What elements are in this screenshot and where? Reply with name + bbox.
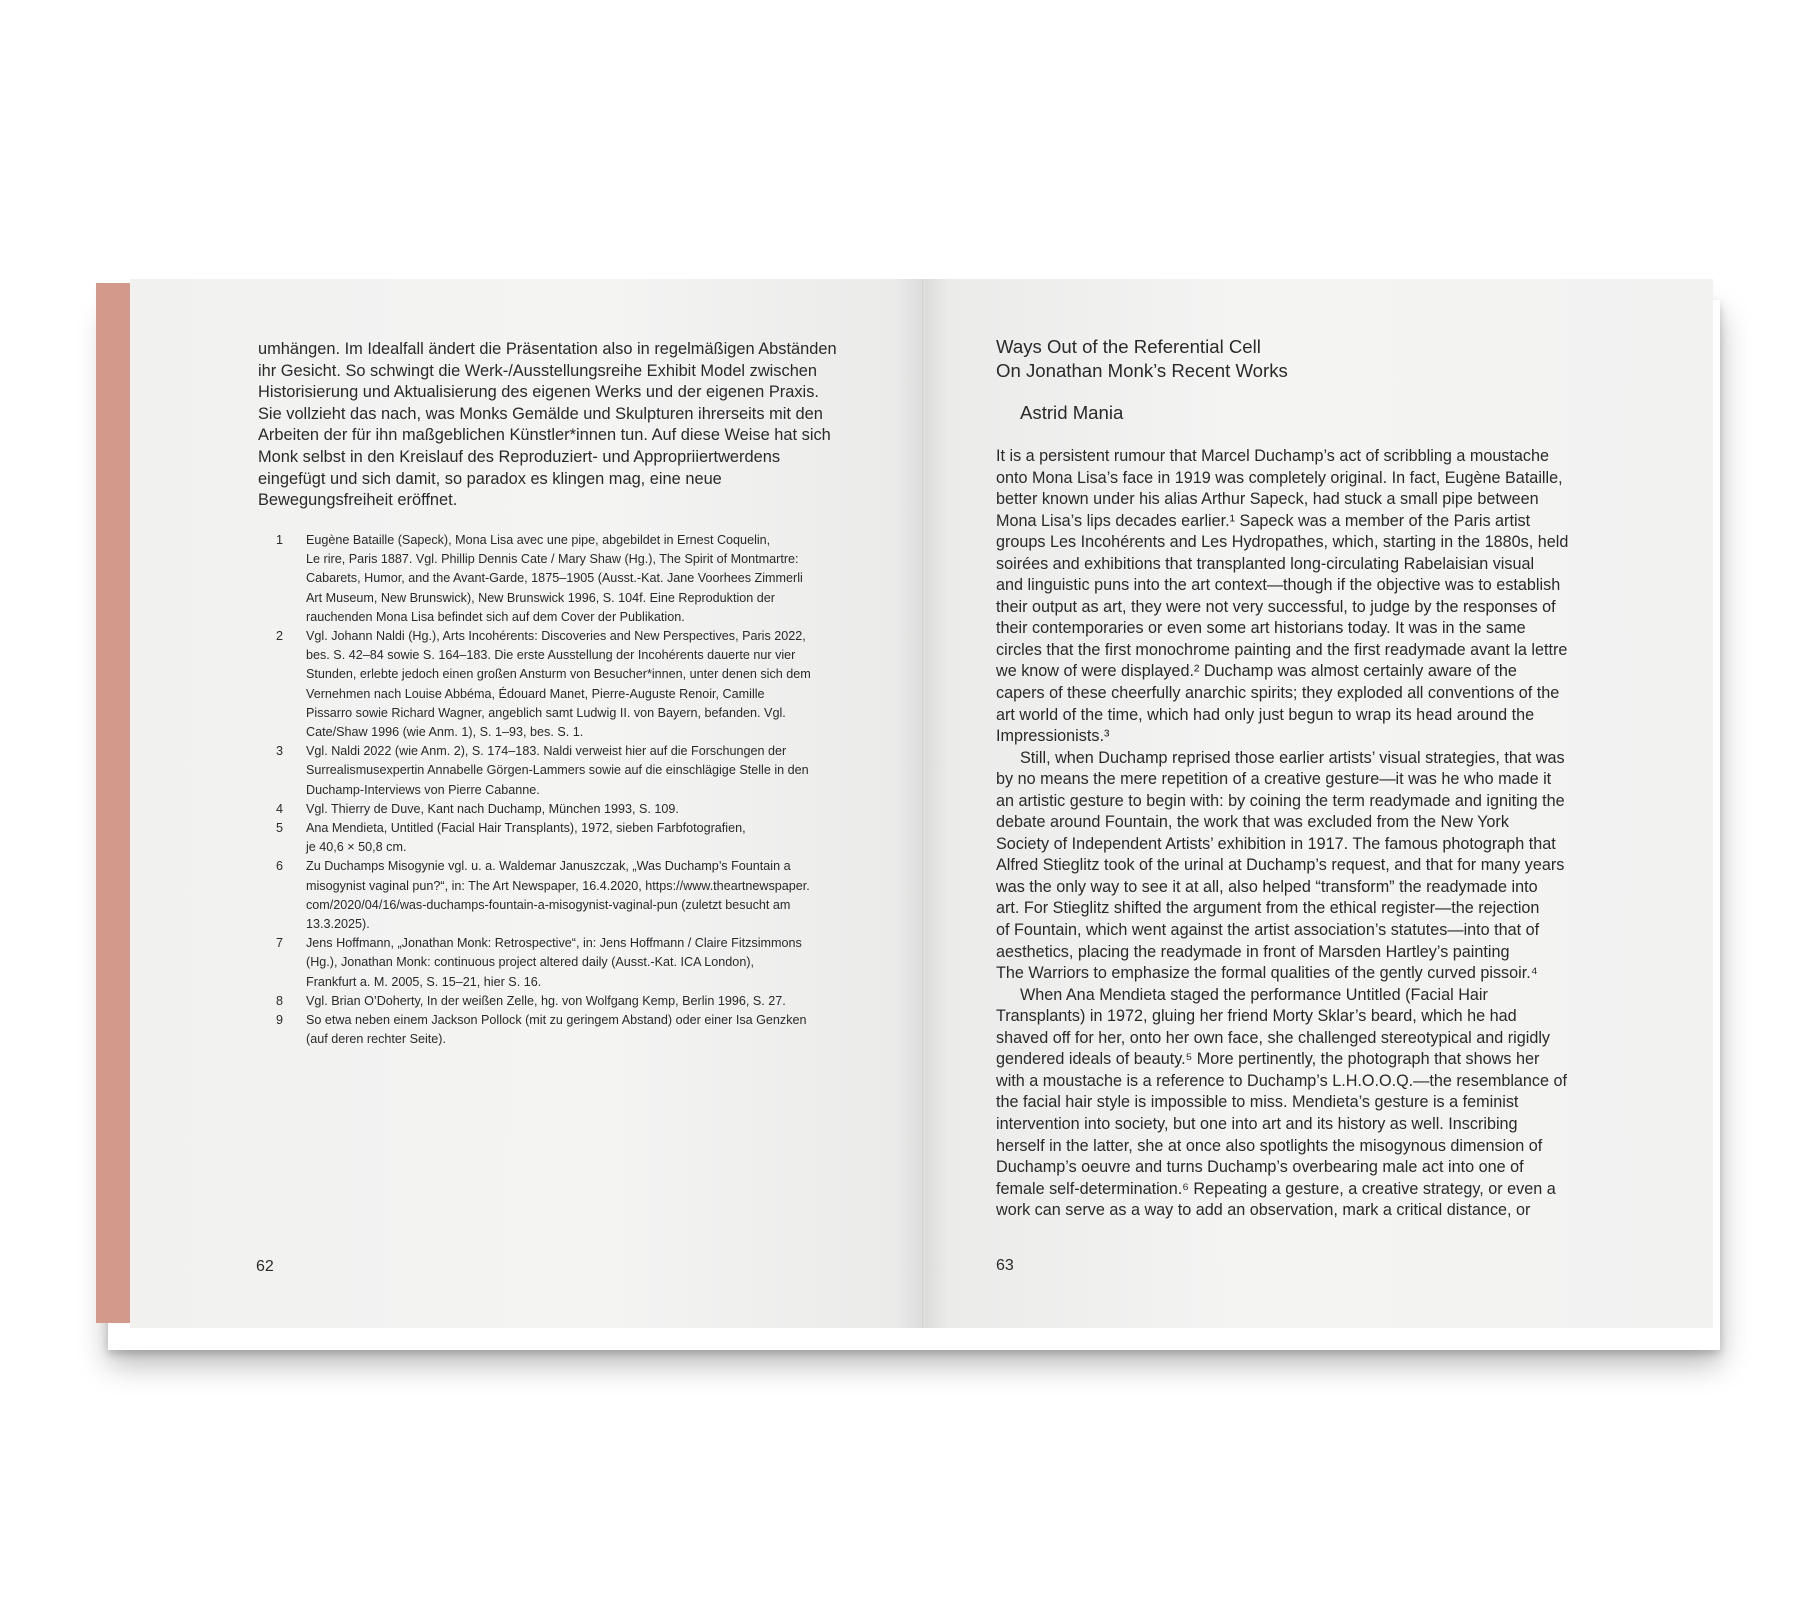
body-line: their contemporaries or even some art historians today. It was in the same xyxy=(996,619,1526,638)
footnote-line: com/2020/04/16/was-duchamps-fountain-a-misogynist-vaginal-pun (zuletzt besucht am xyxy=(306,897,791,912)
body-line: It is a persistent rumour that Marcel Duchamp’s act of scribbling a moustache xyxy=(996,447,1550,465)
essay-paragraph xyxy=(996,446,1592,748)
body-line: Monk selbst in den Kreislauf des Reproduziert- und Appropriiertwerdens xyxy=(258,447,781,466)
body-line: shaved off for her, onto her own face, she challenged stereotypical and rigidly xyxy=(996,1028,1551,1047)
body-line: circles that the first monochrome painting and the first readymade avant la lettre xyxy=(996,640,1568,659)
body-line: groups Les Incohérents and Les Hydropathes, which, starting in the 1880s, held xyxy=(996,533,1569,552)
footnote-number: 7 xyxy=(276,936,284,951)
footnote-line: Jens Hoffmann, „Jonathan Monk: Retrospective“, in: Jens Hoffmann / Claire Fitzsimmons xyxy=(306,936,802,951)
footnote-text xyxy=(306,1011,878,1049)
body-line: Duchamp’s oeuvre and turns Duchamp’s overbearing male act into one of xyxy=(996,1158,1524,1177)
right-body-text xyxy=(996,446,1592,1222)
footnote-line: Art Museum, New Brunswick), New Brunswick 1996, S. 104f. Eine Reproduktion der xyxy=(306,590,775,605)
footnote-number: 4 xyxy=(276,801,284,816)
essay-paragraph xyxy=(996,748,1592,985)
footnote-line: rauchenden Mona Lisa befindet sich auf dem Cover der Publikation. xyxy=(306,609,685,624)
body-line: their output as art, they were not very successful, to judge by the responses of xyxy=(996,597,1556,616)
footnote-line: Cate/Shaw 1996 (wie Anm. 1), S. 1–93, bes. S. 1. xyxy=(306,725,584,740)
page-number-right: 63 xyxy=(996,1257,1014,1274)
footnote-line: Cabarets, Humor, and the Avant-Garde, 1875–1905 (Ausst.-Kat. Jane Voorhees Zimmerli xyxy=(306,571,803,586)
footnote-number: 9 xyxy=(276,1013,284,1028)
body-line: The Warriors to emphasize the formal qualities of the gently curved pissoir.⁴ xyxy=(996,964,1538,983)
footnote xyxy=(258,819,878,857)
right-page xyxy=(925,279,1713,1328)
footnote xyxy=(258,531,878,627)
footnote-line: Le rire, Paris 1887. Vgl. Phillip Dennis Cate / Mary Shaw (Hg.), The Spirit of Montmartre: xyxy=(306,552,799,567)
footnote-line: Vgl. Thierry de Duve, Kant nach Duchamp, München 1993, S. 109. xyxy=(306,801,679,816)
footnote-line: misogynist vaginal pun?“, in: The Art Newspaper, 16.4.2020, https://www.theartnewspaper. xyxy=(306,878,810,893)
body-line: Alfred Stieglitz took of the urinal at Duchamp’s request, and that for many years xyxy=(996,856,1565,875)
essay-title-line-2: On Jonathan Monk’s Recent Works xyxy=(996,359,1288,381)
body-line: by no means the mere repetition of a creative gesture—it was he who made it xyxy=(996,770,1552,789)
left-page xyxy=(130,279,925,1328)
footnote xyxy=(258,1011,878,1049)
page-number-left: 62 xyxy=(256,1258,274,1275)
body-line: better known under his alias Arthur Sapeck, had stuck a small pipe between xyxy=(996,490,1539,509)
body-line: Arbeiten der für ihn maßgeblichen Künstler*innen tun. Auf diese Weise hat sich xyxy=(258,426,831,445)
body-line: Bewegungsfreiheit eröffnet. xyxy=(258,491,458,510)
footnote-line: (auf deren rechter Seite). xyxy=(306,1032,447,1047)
body-line: eingefügt und sich damit, so paradox es klingen mag, eine neue xyxy=(258,469,722,488)
footnote xyxy=(258,857,878,934)
body-line: Transplants) in 1972, gluing her friend Morty Sklar’s beard, which he had xyxy=(996,1007,1517,1026)
body-line: aesthetics, placing the readymade in front of Marsden Hartley’s painting xyxy=(996,942,1510,961)
footnote-number: 1 xyxy=(276,533,284,547)
body-line: work can serve as a way to add an observation, mark a critical distance, or xyxy=(996,1201,1531,1220)
body-line: gendered ideals of beauty.⁵ More pertinently, the photograph that shows her xyxy=(996,1050,1540,1069)
body-line: Society of Independent Artists’ exhibition in 1917. The famous photograph that xyxy=(996,834,1556,853)
footnote-line: So etwa neben einem Jackson Pollock (mit zu geringem Abstand) oder einer Isa Genzken xyxy=(306,1013,807,1028)
footnote-number: 8 xyxy=(276,993,284,1008)
body-line: When Ana Mendieta staged the performance Untitled (Facial Hair xyxy=(1020,985,1488,1004)
essay-author: Astrid Mania xyxy=(1020,402,1124,423)
footnote-text xyxy=(306,627,878,742)
footnote xyxy=(258,627,878,742)
body-line: umhängen. Im Idealfall ändert die Präsentation also in regelmäßigen Abständen xyxy=(258,340,837,358)
body-line: art world of the time, which had only just begun to wrap its head around the xyxy=(996,705,1535,724)
footnote-line: Stunden, erlebte jedoch einen großen Ansturm von Besucher*innen, unter denen sich dem xyxy=(306,667,811,682)
footnote-line: 13.3.2025). xyxy=(306,917,370,932)
body-line: intervention into society, but one into art and its history as well. Inscribing xyxy=(996,1114,1518,1133)
body-line: Mona Lisa’s lips decades earlier.¹ Sapeck was a member of the Paris artist xyxy=(996,511,1531,530)
footnote-line: (Hg.), Jonathan Monk: continuous project altered daily (Ausst.-Kat. ICA London), xyxy=(306,955,755,970)
body-line: Sie vollzieht das nach, was Monks Gemälde und Skulpturen ihrerseits mit den xyxy=(258,404,823,423)
footnote xyxy=(258,800,878,819)
footnote-line: Ana Mendieta, Untitled (Facial Hair Transplants), 1972, sieben Farbfotografien, xyxy=(306,821,746,836)
essay-paragraph xyxy=(996,985,1592,1222)
body-line: Historisierung und Aktualisierung des eigenen Werks und der eigenen Praxis. xyxy=(258,383,819,402)
body-line: the facial hair style is impossible to miss. Mendieta’s gesture is a feminist xyxy=(996,1093,1519,1112)
body-line: art. For Stieglitz shifted the argument from the ethical register—the rejection xyxy=(996,899,1540,918)
body-line: Impressionists.³ xyxy=(996,727,1110,746)
body-line: an artistic gesture to begin with: by coining the term readymade and igniting the xyxy=(996,791,1565,810)
body-line: of Fountain, which went against the artist association’s statutes—into that of xyxy=(996,921,1540,940)
footnote-line: Vgl. Naldi 2022 (wie Anm. 2), S. 174–183. Naldi verweist hier auf die Forschungen der xyxy=(306,744,787,759)
body-line: and linguistic puns into the art context—though if the objective was to establish xyxy=(996,576,1561,595)
footnote-line: Pissarro sowie Richard Wagner, angeblich samt Ludwig II. von Bayern, befanden. Vgl. xyxy=(306,705,786,720)
footnote-number: 6 xyxy=(276,859,284,874)
body-line: we know of were displayed.² Duchamp was almost certainly aware of the xyxy=(996,662,1517,681)
body-line: with a moustache is a reference to Duchamp’s L.H.O.O.Q.—the resemblance of xyxy=(996,1071,1568,1090)
footnote-text xyxy=(306,800,878,819)
body-line: onto Mona Lisa’s face in 1919 was completely original. In fact, Eugène Bataille, xyxy=(996,468,1563,487)
footnote-text xyxy=(306,934,878,992)
footnote xyxy=(258,742,878,800)
footnote-line: Surrealismusexpertin Annabelle Görgen-Lammers sowie auf die einschlägige Stelle in den xyxy=(306,763,809,778)
body-line: ihr Gesicht. So schwingt die Werk-/Ausstellungsreihe Exhibit Model zwischen xyxy=(258,361,818,380)
footnote-line: Zu Duchamps Misogynie vgl. u. a. Waldemar Januszczak, „Was Duchamp’s Fountain a xyxy=(306,859,791,874)
body-line: was the only way to see it at all, also helped “transform” the readymade into xyxy=(996,877,1538,896)
footnote-number: 5 xyxy=(276,821,284,836)
footnote xyxy=(258,992,878,1011)
footnote-text xyxy=(306,819,878,857)
footnote-text xyxy=(306,857,878,934)
body-line: Still, when Duchamp reprised those earlier artists’ visual strategies, that was xyxy=(1020,748,1565,767)
body-line: female self-determination.⁶ Repeating a gesture, a creative strategy, or even a xyxy=(996,1179,1556,1198)
footnote-line: Eugène Bataille (Sapeck), Mona Lisa avec une pipe, abgebildet in Ernest Coquelin, xyxy=(306,533,771,547)
footnote-text xyxy=(306,531,878,627)
footnote-line: Vgl. Brian O’Doherty, In der weißen Zelle, hg. von Wolfgang Kemp, Berlin 1996, S. 27. xyxy=(306,993,786,1008)
footnote-line: Vgl. Johann Naldi (Hg.), Arts Incohérents: Discoveries and New Perspectives, Paris 2022, xyxy=(306,629,806,644)
body-line: capers of these cheerfully anarchic spirits; they exploded all conventions of the xyxy=(996,684,1560,703)
footnote-text xyxy=(306,742,878,800)
footnotes-list xyxy=(258,531,878,1049)
essay-title-line-1: Ways Out of the Referential Cell xyxy=(996,336,1261,357)
footnote-line: Duchamp-Interviews von Pierre Cabanne. xyxy=(306,782,540,797)
cover-edge-left xyxy=(96,283,134,1323)
footnote-number: 3 xyxy=(276,744,284,759)
footnote xyxy=(258,934,878,992)
footnote-line: je 40,6 × 50,8 cm. xyxy=(306,840,407,855)
footnote-line: bes. S. 42–84 sowie S. 164–183. Die erste Ausstellung der Incohérents dauerte nur vier xyxy=(306,648,796,663)
footnote-text xyxy=(306,992,878,1011)
body-line: debate around Fountain, the work that was excluded from the New York xyxy=(996,813,1509,832)
footnote-line: Frankfurt a. M. 2005, S. 15–21, hier S. 16. xyxy=(306,974,542,989)
body-line: herself in the latter, she at once also spotlights the misogynous dimension of xyxy=(996,1136,1543,1155)
footnote-line: Vernehmen nach Louise Abbéma, Édouard Manet, Pierre-Auguste Renoir, Camille xyxy=(306,686,765,701)
essay-title xyxy=(996,335,1288,382)
left-body-text xyxy=(258,339,878,512)
body-line: soirées and exhibitions that transplanted long-circulating Rabelaisian visual xyxy=(996,554,1535,573)
footnote-number: 2 xyxy=(276,629,284,644)
